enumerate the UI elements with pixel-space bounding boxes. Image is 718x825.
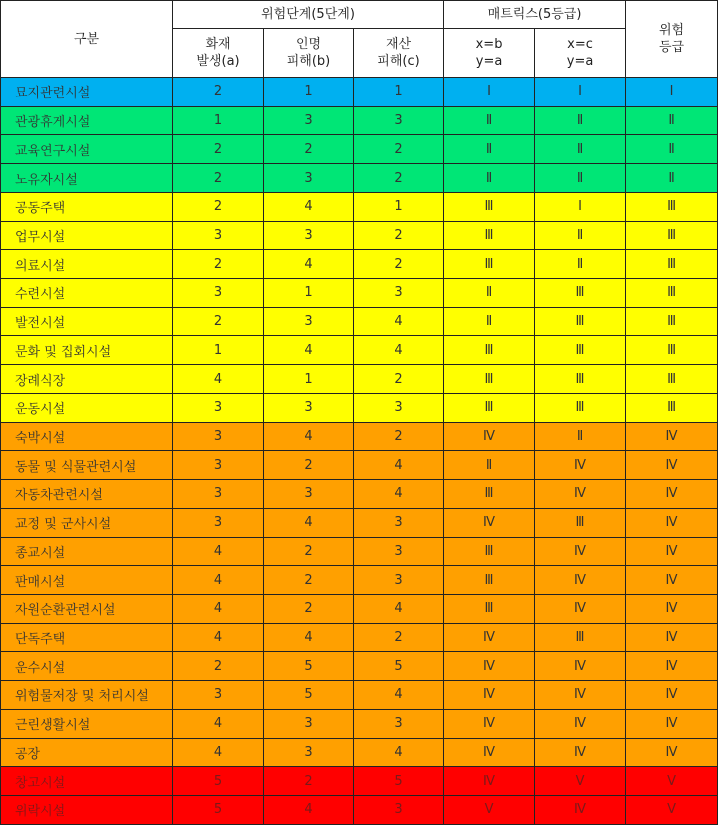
- life-damage-cell: 3: [264, 480, 354, 509]
- matrix-xb-cell: Ⅲ: [444, 250, 535, 279]
- risk-grade-cell: Ⅳ: [626, 508, 718, 537]
- facility-name-cell: 업무시설: [1, 221, 173, 250]
- table-row: [1, 192, 718, 221]
- life-damage-cell: 2: [264, 566, 354, 595]
- property-damage-cell: 3: [354, 508, 444, 537]
- facility-name-cell: 운수시설: [1, 652, 173, 681]
- matrix-xb-cell: Ⅲ: [444, 365, 535, 394]
- life-damage-cell: 4: [264, 795, 354, 824]
- table-row: [1, 164, 718, 193]
- property-damage-cell: 3: [354, 537, 444, 566]
- risk-grade-cell: Ⅳ: [626, 594, 718, 623]
- matrix-xb-cell: Ⅳ: [444, 709, 535, 738]
- facility-name-cell: 종교시설: [1, 537, 173, 566]
- fire-occurrence-cell: 3: [173, 681, 264, 710]
- table-row: [1, 652, 718, 681]
- life-damage-cell: 2: [264, 594, 354, 623]
- fire-occurrence-cell: 3: [173, 451, 264, 480]
- facility-name-cell: 의료시설: [1, 250, 173, 279]
- facility-name-cell: 위락시설: [1, 795, 173, 824]
- life-damage-cell: 4: [264, 192, 354, 221]
- property-damage-cell: 2: [354, 164, 444, 193]
- life-damage-cell: 2: [264, 767, 354, 796]
- matrix-xc-cell: Ⅳ: [535, 566, 626, 595]
- table-row: [1, 336, 718, 365]
- matrix-xb-cell: Ⅳ: [444, 623, 535, 652]
- header-property-damage: 재산 피해(c): [354, 29, 444, 78]
- fire-occurrence-cell: 4: [173, 537, 264, 566]
- table-row: [1, 508, 718, 537]
- life-damage-cell: 3: [264, 164, 354, 193]
- table-row: [1, 681, 718, 710]
- fire-occurrence-cell: 4: [173, 594, 264, 623]
- header-matrix-xc: x=c y=a: [535, 29, 626, 78]
- fire-occurrence-cell: 3: [173, 480, 264, 509]
- matrix-xc-cell: Ⅲ: [535, 393, 626, 422]
- table-row: [1, 623, 718, 652]
- fire-occurrence-cell: 4: [173, 709, 264, 738]
- matrix-xb-cell: Ⅰ: [444, 78, 535, 107]
- life-damage-cell: 3: [264, 393, 354, 422]
- matrix-xc-cell: Ⅲ: [535, 365, 626, 394]
- life-damage-cell: 5: [264, 681, 354, 710]
- table-row: [1, 78, 718, 107]
- matrix-xb-cell: Ⅱ: [444, 279, 535, 308]
- risk-grade-cell: Ⅳ: [626, 422, 718, 451]
- table-row: [1, 451, 718, 480]
- matrix-xb-cell: Ⅱ: [444, 307, 535, 336]
- risk-grade-cell: Ⅲ: [626, 393, 718, 422]
- fire-occurrence-cell: 2: [173, 135, 264, 164]
- table-row: [1, 106, 718, 135]
- matrix-xb-cell: Ⅱ: [444, 451, 535, 480]
- matrix-xc-cell: Ⅱ: [535, 221, 626, 250]
- facility-name-cell: 위험물저장 및 처리시설: [1, 681, 173, 710]
- facility-name-cell: 발전시설: [1, 307, 173, 336]
- life-damage-cell: 4: [264, 250, 354, 279]
- risk-grade-cell: Ⅳ: [626, 451, 718, 480]
- table-row: [1, 365, 718, 394]
- fire-occurrence-cell: 5: [173, 795, 264, 824]
- matrix-xc-cell: Ⅳ: [535, 594, 626, 623]
- facility-name-cell: 창고시설: [1, 767, 173, 796]
- property-damage-cell: 3: [354, 566, 444, 595]
- fire-occurrence-cell: 5: [173, 767, 264, 796]
- matrix-xb-cell: Ⅲ: [444, 192, 535, 221]
- fire-occurrence-cell: 2: [173, 307, 264, 336]
- facility-name-cell: 숙박시설: [1, 422, 173, 451]
- table-body: [1, 78, 718, 825]
- header-life-damage: 인명 피해(b): [264, 29, 354, 78]
- life-damage-cell: 3: [264, 307, 354, 336]
- property-damage-cell: 4: [354, 451, 444, 480]
- header-matrix: 매트릭스(5등급): [444, 1, 626, 29]
- risk-grade-cell: Ⅱ: [626, 164, 718, 193]
- risk-grade-cell: Ⅳ: [626, 480, 718, 509]
- property-damage-cell: 2: [354, 365, 444, 394]
- life-damage-cell: 3: [264, 221, 354, 250]
- risk-grade-cell: Ⅳ: [626, 738, 718, 767]
- header-category: 구분: [1, 1, 173, 78]
- life-damage-cell: 1: [264, 78, 354, 107]
- facility-name-cell: 노유자시설: [1, 164, 173, 193]
- matrix-xb-cell: Ⅲ: [444, 566, 535, 595]
- facility-name-cell: 문화 및 집회시설: [1, 336, 173, 365]
- matrix-xb-cell: Ⅳ: [444, 738, 535, 767]
- table-row: [1, 709, 718, 738]
- facility-name-cell: 관광휴게시설: [1, 106, 173, 135]
- facility-name-cell: 자원순환관련시설: [1, 594, 173, 623]
- risk-grade-cell: Ⅳ: [626, 709, 718, 738]
- property-damage-cell: 4: [354, 738, 444, 767]
- fire-occurrence-cell: 4: [173, 566, 264, 595]
- fire-occurrence-cell: 3: [173, 393, 264, 422]
- table-row: [1, 279, 718, 308]
- matrix-xb-cell: Ⅳ: [444, 508, 535, 537]
- risk-grade-cell: Ⅳ: [626, 623, 718, 652]
- property-damage-cell: 4: [354, 681, 444, 710]
- matrix-xc-cell: Ⅳ: [535, 681, 626, 710]
- property-damage-cell: 2: [354, 422, 444, 451]
- matrix-xc-cell: Ⅳ: [535, 537, 626, 566]
- property-damage-cell: 3: [354, 106, 444, 135]
- table-row: [1, 221, 718, 250]
- table-row: [1, 307, 718, 336]
- matrix-xc-cell: Ⅲ: [535, 307, 626, 336]
- matrix-xb-cell: Ⅳ: [444, 767, 535, 796]
- matrix-xc-cell: Ⅱ: [535, 250, 626, 279]
- risk-grade-cell: Ⅴ: [626, 795, 718, 824]
- matrix-xc-cell: Ⅱ: [535, 422, 626, 451]
- property-damage-cell: 3: [354, 795, 444, 824]
- facility-name-cell: 공장: [1, 738, 173, 767]
- matrix-xc-cell: Ⅳ: [535, 738, 626, 767]
- matrix-xb-cell: Ⅲ: [444, 336, 535, 365]
- matrix-xc-cell: Ⅳ: [535, 709, 626, 738]
- matrix-xb-cell: Ⅲ: [444, 537, 535, 566]
- facility-name-cell: 근린생활시설: [1, 709, 173, 738]
- risk-grade-cell: Ⅱ: [626, 106, 718, 135]
- property-damage-cell: 2: [354, 250, 444, 279]
- property-damage-cell: 3: [354, 709, 444, 738]
- facility-name-cell: 교육연구시설: [1, 135, 173, 164]
- risk-grade-cell: Ⅲ: [626, 250, 718, 279]
- property-damage-cell: 2: [354, 623, 444, 652]
- table-row: [1, 422, 718, 451]
- matrix-xb-cell: Ⅲ: [444, 594, 535, 623]
- life-damage-cell: 3: [264, 106, 354, 135]
- fire-occurrence-cell: 1: [173, 336, 264, 365]
- header-risk-stage: 위험단계(5단계): [173, 1, 444, 29]
- facility-name-cell: 운동시설: [1, 393, 173, 422]
- table-row: [1, 250, 718, 279]
- matrix-xb-cell: Ⅲ: [444, 480, 535, 509]
- table-row: [1, 594, 718, 623]
- risk-grade-cell: Ⅲ: [626, 336, 718, 365]
- facility-name-cell: 수련시설: [1, 279, 173, 308]
- life-damage-cell: 4: [264, 623, 354, 652]
- matrix-xb-cell: Ⅴ: [444, 795, 535, 824]
- facility-name-cell: 공동주택: [1, 192, 173, 221]
- facility-name-cell: 단독주택: [1, 623, 173, 652]
- matrix-xc-cell: Ⅴ: [535, 767, 626, 796]
- table-row: [1, 393, 718, 422]
- table-row: [1, 480, 718, 509]
- header-matrix-xb: x=b y=a: [444, 29, 535, 78]
- facility-name-cell: 판매시설: [1, 566, 173, 595]
- fire-occurrence-cell: 2: [173, 652, 264, 681]
- property-damage-cell: 1: [354, 192, 444, 221]
- matrix-xc-cell: Ⅲ: [535, 279, 626, 308]
- fire-occurrence-cell: 1: [173, 106, 264, 135]
- header-fire-occurrence: 화재 발생(a): [173, 29, 264, 78]
- fire-occurrence-cell: 4: [173, 365, 264, 394]
- table-row: [1, 767, 718, 796]
- matrix-xb-cell: Ⅳ: [444, 652, 535, 681]
- risk-grade-cell: Ⅳ: [626, 652, 718, 681]
- matrix-xc-cell: Ⅲ: [535, 336, 626, 365]
- fire-occurrence-cell: 3: [173, 422, 264, 451]
- property-damage-cell: 4: [354, 336, 444, 365]
- life-damage-cell: 4: [264, 336, 354, 365]
- property-damage-cell: 5: [354, 767, 444, 796]
- risk-grade-cell: Ⅴ: [626, 767, 718, 796]
- matrix-xc-cell: Ⅳ: [535, 451, 626, 480]
- matrix-xc-cell: Ⅳ: [535, 652, 626, 681]
- risk-grade-cell: Ⅳ: [626, 681, 718, 710]
- risk-grade-cell: Ⅲ: [626, 365, 718, 394]
- fire-occurrence-cell: 2: [173, 250, 264, 279]
- life-damage-cell: 1: [264, 279, 354, 308]
- matrix-xb-cell: Ⅳ: [444, 422, 535, 451]
- life-damage-cell: 2: [264, 135, 354, 164]
- life-damage-cell: 5: [264, 652, 354, 681]
- risk-grade-cell: Ⅳ: [626, 537, 718, 566]
- facility-name-cell: 묘지관련시설: [1, 78, 173, 107]
- matrix-xb-cell: Ⅲ: [444, 221, 535, 250]
- matrix-xb-cell: Ⅲ: [444, 393, 535, 422]
- matrix-xc-cell: Ⅰ: [535, 192, 626, 221]
- risk-grade-cell: Ⅱ: [626, 135, 718, 164]
- property-damage-cell: 5: [354, 652, 444, 681]
- risk-grade-cell: Ⅲ: [626, 307, 718, 336]
- matrix-xc-cell: Ⅰ: [535, 78, 626, 107]
- life-damage-cell: 3: [264, 738, 354, 767]
- life-damage-cell: 3: [264, 709, 354, 738]
- matrix-xc-cell: Ⅱ: [535, 106, 626, 135]
- property-damage-cell: 4: [354, 480, 444, 509]
- risk-grade-cell: Ⅲ: [626, 221, 718, 250]
- property-damage-cell: 4: [354, 594, 444, 623]
- table-row: [1, 795, 718, 824]
- matrix-xb-cell: Ⅱ: [444, 106, 535, 135]
- property-damage-cell: 3: [354, 393, 444, 422]
- risk-grade-cell: Ⅳ: [626, 566, 718, 595]
- life-damage-cell: 2: [264, 451, 354, 480]
- table-row: [1, 135, 718, 164]
- fire-occurrence-cell: 2: [173, 192, 264, 221]
- life-damage-cell: 4: [264, 508, 354, 537]
- facility-name-cell: 교정 및 군사시설: [1, 508, 173, 537]
- table-header: [1, 1, 718, 78]
- facility-name-cell: 자동차관련시설: [1, 480, 173, 509]
- matrix-xc-cell: Ⅳ: [535, 795, 626, 824]
- facility-name-cell: 장례식장: [1, 365, 173, 394]
- fire-occurrence-cell: 4: [173, 623, 264, 652]
- property-damage-cell: 2: [354, 135, 444, 164]
- matrix-xc-cell: Ⅱ: [535, 164, 626, 193]
- life-damage-cell: 1: [264, 365, 354, 394]
- matrix-xc-cell: Ⅱ: [535, 135, 626, 164]
- fire-occurrence-cell: 3: [173, 508, 264, 537]
- matrix-xb-cell: Ⅱ: [444, 135, 535, 164]
- property-damage-cell: 3: [354, 279, 444, 308]
- fire-occurrence-cell: 2: [173, 164, 264, 193]
- matrix-xc-cell: Ⅲ: [535, 623, 626, 652]
- risk-grade-cell: Ⅰ: [626, 78, 718, 107]
- matrix-xb-cell: Ⅱ: [444, 164, 535, 193]
- fire-occurrence-cell: 2: [173, 78, 264, 107]
- life-damage-cell: 2: [264, 537, 354, 566]
- table-row: [1, 537, 718, 566]
- life-damage-cell: 4: [264, 422, 354, 451]
- risk-grade-cell: Ⅲ: [626, 192, 718, 221]
- table-row: [1, 566, 718, 595]
- header-risk-grade: 위험 등급: [626, 1, 718, 78]
- property-damage-cell: 1: [354, 78, 444, 107]
- property-damage-cell: 4: [354, 307, 444, 336]
- matrix-xc-cell: Ⅳ: [535, 480, 626, 509]
- fire-occurrence-cell: 3: [173, 279, 264, 308]
- matrix-xb-cell: Ⅳ: [444, 681, 535, 710]
- fire-occurrence-cell: 4: [173, 738, 264, 767]
- facility-name-cell: 동물 및 식물관련시설: [1, 451, 173, 480]
- fire-occurrence-cell: 3: [173, 221, 264, 250]
- table-row: [1, 738, 718, 767]
- risk-grade-cell: Ⅲ: [626, 279, 718, 308]
- property-damage-cell: 2: [354, 221, 444, 250]
- matrix-xc-cell: Ⅲ: [535, 508, 626, 537]
